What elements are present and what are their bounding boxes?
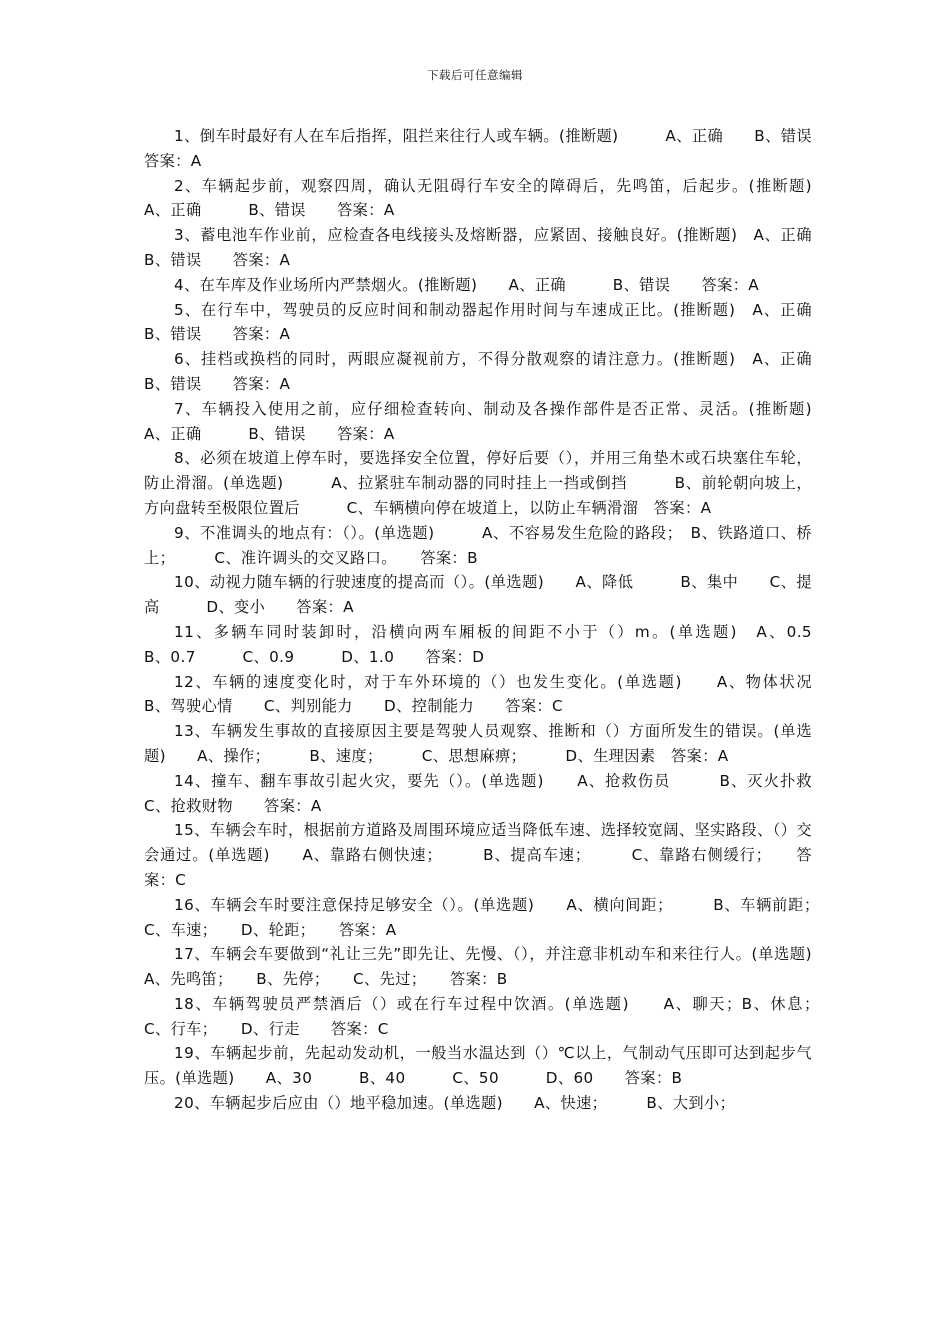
question-item: 7、车辆投入使用之前，应仔细检查转向、制动及各操作部件是否正常、灵活。(推断题) A、正确 B、错误 答案：A [144,399,844,443]
question-list [144,124,859,1116]
question-item: 14、撞车、翻车事故引起火灾，要先（）。(单选题) A、抢救伤员 B、灭火扑救 C、抢救财物 答案：A [144,771,844,815]
question-item: 17、车辆会车要做到“礼让三先”即先让、先慢、（），并注意非机动车和来往行人。(单选题) A、先鸣笛； B、先停； C、先过； 答案：B [144,945,844,989]
question-item: 11、多辆车同时装卸时，沿横向两车厢板的间距不小于（）m。(单选题) A、0.5 B、0.7 C、0.9 D、1.0 答案：D [144,622,859,666]
question-item: 18、车辆驾驶员严禁酒后（）或在行车过程中饮酒。(单选题) A、聊天；B、休息； C、行车； D、行走 答案：C [144,994,844,1038]
question-item: 12、车辆的速度变化时，对于车外环境的（）也发生变化。(单选题) A、物体状况 B、驾驶心情 C、判别能力 D、控制能力 答案：C [144,672,844,716]
question-item: 9、不准调头的地点有：（）。(单选题) A、不容易发生危险的路段； B、铁路道口、桥上； C、准许调头的交叉路口。 答案：B [144,523,812,567]
question-item: 20、车辆起步后应由（）地平稳加速。(单选题) A、快速； B、大到小； [174,1094,736,1113]
question-item: 4、在车库及作业场所内严禁烟火。(推断题) A、正确 B、错误 答案：A [174,275,760,294]
question-item: 3、蓄电池车作业前，应检查各电线接头及熔断器，应紧固、接触良好。(推断题) A、正确 B、错误 答案：A [144,226,859,269]
question-item: 1、倒车时最好有人在车后指挥，阻拦来往行人或车辆。(推断题) A、正确 B、错误 答案：A [144,127,844,170]
question-item: 6、挂档或换档的同时，两眼应凝视前方，不得分散观察的请注意力。(推断题) A、正确 B、错误 答案：A [144,350,859,393]
question-item: 19、车辆起步前，先起动发动机，一般当水温达到（）℃以上，气制动气压即可达到起步气压。(单选题) A、30 B、40 C、50 D、60 答案：B [144,1044,812,1088]
question-item: 10、动视力随车辆的行驶速度的提高而（）。(单选题) A、降低 B、集中 C、提高 D、变小 答案：A [144,573,812,617]
question-item: 2、车辆起步前，观察四周，确认无阻碍行车安全的障碍后，先鸣笛，后起步。(推断题) A、正确 B、错误 答案：A [144,176,844,220]
question-item: 8、必须在坡道上停车时，要选择安全位置，停好后要（），并用三角垫木或石块塞住车轮，防止滑溜。(单选题) A、拉紧驻车制动器的同时挂上一挡或倒挡 B、前轮朝向坡上，方向盘转至极限位置后 C、车辆横向停在坡道上，以防止车辆滑溜 答案：A [144,449,812,517]
question-item: 16、车辆会车时要注意保持足够安全（）。(单选题) A、横向间距； B、车辆前距； C、车速； D、轮距； 答案：A [144,895,844,939]
page-header: 下载后可任意编辑 [427,68,523,82]
question-item: 13、车辆发生事故的直接原因主要是驾驶人员观察、推断和（）方面所发生的错误。(单选题) A、操作； B、速度； C、思想麻痹； D、生理因素 答案：A [144,722,812,765]
question-item: 5、在行车中，驾驶员的反应时间和制动器起作用时间与车速成正比。(推断题) A、正确 B、错误 答案：A [144,300,859,344]
question-item: 15、车辆会车时，根据前方道路及周围环境应适当降低车速、选择较宽阔、坚实路段、（）交会通过。(单选题) A、靠路右侧快速； B、提高车速； C、靠路右侧缓行； 答案：C [144,821,812,889]
